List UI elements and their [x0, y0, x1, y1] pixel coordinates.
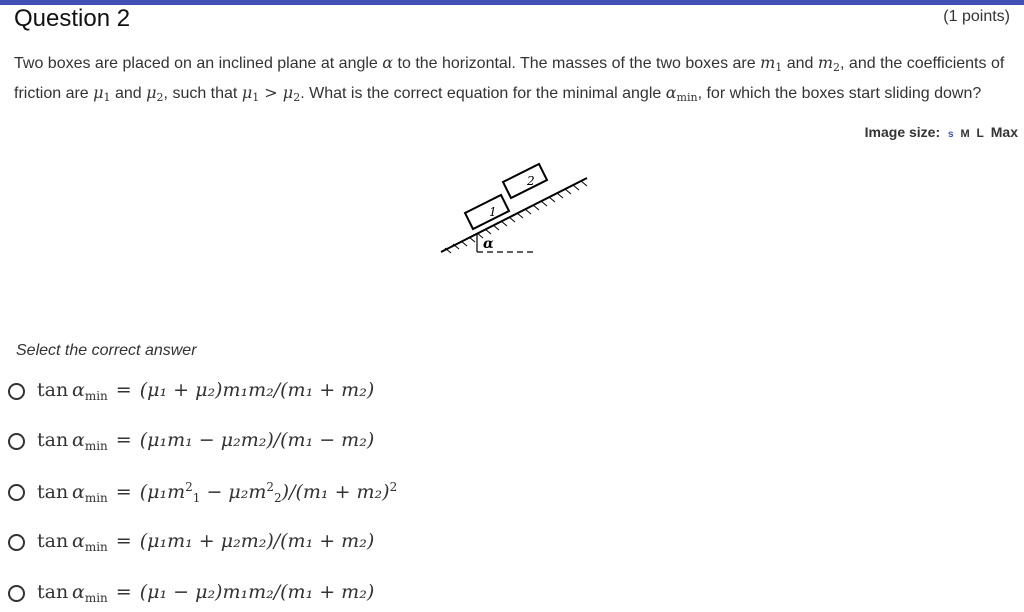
question-title: Question 2 [14, 5, 131, 32]
top-accent-bar [0, 0, 1024, 5]
question-points: (1 points) [943, 8, 1010, 25]
answer-option-1[interactable] [8, 376, 374, 406]
image-size-m[interactable]: M [960, 128, 970, 140]
image-size-selector [865, 124, 1018, 140]
radio-circle-icon[interactable] [8, 585, 25, 602]
select-answer-prompt: Select the correct answer [16, 342, 197, 359]
answer-option-5[interactable] [8, 578, 374, 608]
radio-circle-icon[interactable] [8, 383, 25, 400]
answer-option-3[interactable] [8, 477, 397, 507]
box-2-label: 2 [527, 174, 535, 188]
answer-equation: $\tan \alpha_{min} = (\mu_1m_1 + \mu_2m_2)/(m_1 + m_2)$ [37, 530, 375, 554]
answer-equation: $\tan \alpha_{min} = (\mu_1m_1 - \mu_2m_2)/(m_1 - m_2)$ [37, 429, 375, 453]
inclined-plane-diagram [437, 156, 597, 261]
answer-equation: $\tan \alpha_{min} = (\mu_1 - \mu_2)m_1m_2/(m_1 + m_2)$ [37, 581, 375, 605]
answer-equation: $\tan \alpha_{min} = (\mu_1 + \mu_2)m_1m_2/(m_1 + m_2)$ [37, 379, 375, 403]
answer-option-4[interactable] [8, 527, 374, 557]
inclined-plane-figure [437, 156, 597, 261]
answer-option-2[interactable] [8, 426, 374, 456]
radio-circle-icon[interactable] [8, 534, 25, 551]
image-size-s[interactable]: s [948, 129, 954, 140]
question-text: Two boxes are placed on an inclined plane at angle α to the horizontal. The masses of the two boxes are $m_1$ and $m_2$, and the coefficients of friction are $\mu_1$ and $\mu_2$, such that $\mu_1 > \mu_2$. What is the correct equation for the minimal angle $\alpha_{min}$, for which the boxes start sliding down? [14, 53, 1005, 104]
radio-circle-icon[interactable] [8, 484, 25, 501]
radio-circle-icon[interactable] [8, 433, 25, 450]
box-1 [465, 195, 509, 229]
box-1-label: 1 [489, 205, 497, 219]
image-size-max[interactable]: Max [990, 124, 1018, 140]
angle-label: α [483, 236, 494, 252]
box-2 [503, 164, 547, 198]
image-size-label: Image size: [864, 124, 941, 140]
answer-equation: $\tan \alpha_{min} = (\mu_1m^2_1 - \mu_2m^2_2)/(m_1 + m_2)^2$ [37, 479, 398, 505]
image-size-l[interactable]: L [976, 126, 984, 140]
